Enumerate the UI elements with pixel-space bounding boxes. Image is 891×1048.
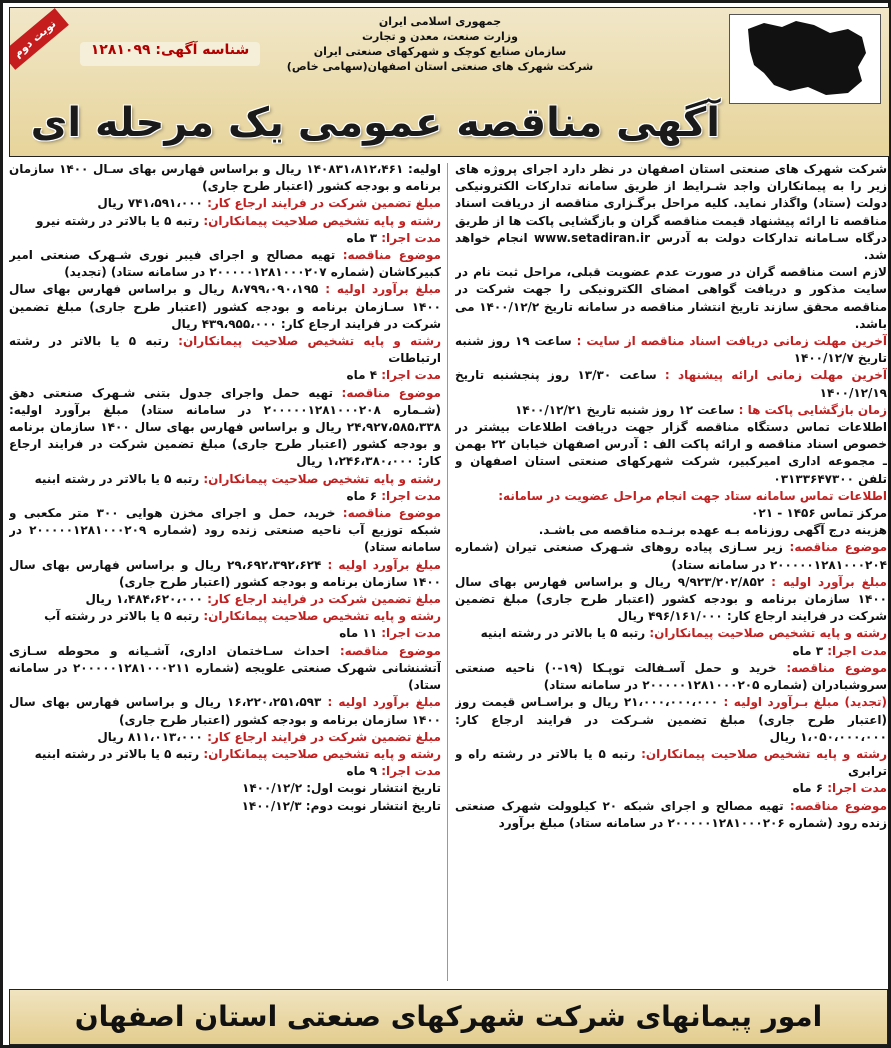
submission-deadline	[455, 367, 887, 401]
tender-3-subject-text: تهیه مصالح و اجرای شبکه ۲۰ کیلوولت شهرک صنعتی زنده رود (شماره ۲۰۰۰۰۰۱۲۸۱۰۰۰۲۰۶ در سامانه ستاد) مبلغ برآورد	[455, 798, 887, 830]
tender-7-duration-text: ۹ ماه	[346, 764, 378, 779]
tender-3-guarantee-label: مبلغ تضمین شرکت در فرایند ارجاع کار:	[207, 196, 441, 211]
tender-7-subject-text: احداث سـاختمان اداری، آشـیانه و محوطه سـازی آتشنشانی شهرک صنعتی علویجه (شماره ۲۰۰۰۰۰۱۲۸۱۰۰۰۲۱۱ در سامانه ستاد)	[9, 643, 441, 693]
tender-7-duration	[9, 763, 441, 780]
iran-map-logo	[729, 14, 881, 104]
tender-1-estimate-text: ۹/۹۲۳/۲۰۲/۸۵۲ ریال و براساس فهارس بهای سال ۱۴۰۰ سازمان برنامه و بودجه کشور (اعتبار طرح جاری) مبلغ تضمین شرکت در فرایند ارجاع کار: ۴۹۶/۱۶۱/۰۰۰ ریال	[455, 574, 887, 624]
tender-7-estimate-label: مبلغ برآورد اولیه :	[327, 695, 441, 710]
tender-3-grade	[9, 213, 441, 230]
right-column	[455, 161, 887, 983]
tender-1-grade	[455, 625, 887, 642]
tender-6-estimate-label: مبلغ برآورد اولیه :	[327, 557, 441, 572]
tender-1-subject	[455, 539, 887, 573]
download-deadline-label: آخرین مهلت زمانی دریافت اسناد مناقصه از سایت :	[576, 334, 887, 349]
tender-5-grade	[9, 471, 441, 488]
tender-4-duration-label: مدت اجرا:	[381, 368, 441, 383]
tender-1-duration	[455, 643, 887, 660]
tender-4-grade-text: رتبه ۵ یا بالاتر در رشته ارتباطات	[9, 334, 441, 366]
tender-6-grade-text: رتبه ۵ یا بالاتر در رشته آب	[44, 609, 200, 624]
tender-7-guarantee-label: مبلغ تضمین شرکت در فرایند ارجاع کار:	[207, 729, 441, 744]
tender-1-estimate	[455, 574, 887, 626]
tender-4-estimate	[9, 281, 441, 333]
tender-3-guarantee-text: ۷۴۱،۵۹۱،۰۰۰ ریال	[97, 196, 203, 211]
tender-1-duration-text: ۳ ماه	[792, 643, 824, 658]
tender-5-duration	[9, 488, 441, 505]
ministry-block	[260, 14, 620, 74]
tender-2-grade-label: رشته و پایه تشخیص صلاحیت پیمانکاران:	[641, 746, 887, 761]
tender-5-subject	[9, 385, 441, 471]
tender-6-subject-label: موضوع مناقصه:	[342, 506, 441, 521]
tender-7-grade-text: رتبه ۵ یا بالاتر در رشته ابنیه	[34, 746, 200, 761]
tender-6-guarantee-label: مبلغ تضمین شرکت در فرایند ارجاع کار:	[207, 592, 441, 607]
ministry-name: وزارت صنعت، معدن و تجارت	[362, 30, 518, 43]
tender-7-subject	[9, 643, 441, 695]
tender-6-subject	[9, 505, 441, 557]
tender-2-subject-text: خرید و حمل آسـفالت توپـکا (۱۹-۰) ناحیه صنعتی سروشبادران (شماره ۲۰۰۰۰۰۱۲۸۱۰۰۰۲۰۵ در سامانه ستاد)	[455, 660, 887, 693]
column-divider	[447, 163, 448, 981]
tender-4-estimate-label: مبلغ برآورد اولیه :	[325, 282, 441, 297]
tender-2-estimate-text: ۲۱،۰۰۰،۰۰۰،۰۰۰ ریال و براسـاس قیمت روز (اعتبار طرح جاری) مبلغ تضمین شـرکت در فرایند ارجاع کار: ۱،۰۵۰،۰۰۰،۰۰۰ ریال	[455, 695, 887, 744]
tender-2-duration-text: ۶ ماه	[792, 781, 824, 796]
tender-4-duration-text: ۴ ماه	[346, 368, 378, 383]
opening-time	[455, 402, 887, 419]
tender-7-grade	[9, 746, 441, 763]
ad-id: شناسه آگهی: ۱۲۸۱۰۹۹	[80, 42, 260, 66]
tender-2-estimate-label: (تجدید) مبلغ بـرآورد اولیه :	[723, 695, 887, 710]
tender-4-grade	[9, 333, 441, 367]
tender-6-estimate	[9, 557, 441, 591]
tender-2-grade-text: رتبه ۵ یا بالاتر در رشته راه و ترابری	[455, 746, 887, 779]
tender-2-subject-label: موضوع مناقصه:	[786, 660, 887, 675]
submission-deadline-value: ساعت ۱۳/۳۰ روز پنجشنبه تاریخ ۱۴۰۰/۱۲/۱۹	[455, 368, 887, 400]
tender-7-duration-label: مدت اجرا:	[381, 764, 441, 779]
download-deadline	[455, 333, 887, 367]
tender-7-estimate	[9, 694, 441, 728]
company-name: شرکت شهرک های صنعتی استان اصفهان(سهامی خاص)	[286, 60, 594, 73]
tender-2-subject	[455, 660, 887, 694]
tender-4-subject	[9, 247, 441, 281]
tender-2-duration	[455, 780, 887, 797]
tender-3-duration-label: مدت اجرا:	[381, 230, 441, 245]
tender-3-guarantee	[9, 195, 441, 212]
ad-title: آگهی مناقصه عمومی یک مرحله ای	[30, 100, 720, 146]
tender-1-grade-label: رشته و پایه تشخیص صلاحیت پیمانکاران:	[649, 626, 887, 641]
tender-7-guarantee	[9, 729, 441, 746]
tender-6-guarantee	[9, 591, 441, 608]
tender-3-duration	[9, 230, 441, 247]
tender-1-estimate-label: مبلغ برآورد اولیه :	[771, 574, 887, 589]
second-publication-ribbon: نوبت دوم	[9, 8, 69, 70]
tender-6-estimate-text: ۲۹،۶۹۲،۳۹۲،۶۲۴ ریال و براساس فهارس بهای سال ۱۴۰۰ سازمان برنامه و بودجه کشور (اعتبار طرح جاری)	[9, 557, 441, 589]
tender-4-subject-label: موضوع مناقصه:	[342, 248, 441, 263]
tender-2-duration-label: مدت اجرا:	[827, 781, 887, 796]
download-deadline-value: ساعت ۱۹ روز شنبه تاریخ ۱۴۰۰/۱۲/۷	[455, 334, 887, 366]
left-column	[9, 161, 441, 983]
tender-6-duration-text: ۱۱ ماه	[339, 626, 378, 641]
first-publication-date: تاریخ انتشار نوبت اول: ۱۴۰۰/۱۲/۲	[242, 781, 441, 796]
tender-5-grade-label: رشته و پایه تشخیص صلاحیت پیمانکاران:	[203, 471, 441, 486]
setad-contact-label: اطلاعات تماس سامانه ستاد جهت انجام مراحل عضویت در سامانه:	[498, 488, 887, 503]
country-name: جمهوری اسلامی ایران	[378, 15, 502, 28]
tender-4-subject-text: تهیه مصالح و اجرای فیبر نوری شـهرک صنعتی امیر کبیرکاشان (شماره ۲۰۰۰۰۰۱۲۸۱۰۰۰۲۰۷ در سامانه ستاد) (تجدید)	[9, 248, 441, 280]
setad-contact-value: مرکز تماس ۱۴۵۶ - ۰۲۱	[751, 506, 887, 521]
tender-3-subject	[455, 798, 887, 832]
second-publication-date: تاریخ انتشار نوبت دوم: ۱۴۰۰/۱۲/۳	[241, 798, 441, 813]
tender-6-subject-text: خرید، حمل و اجرای مخزن هوایی ۳۰۰ متر مکعبی و شبکه توزیع آب ناحیه صنعتی زنده رود (شماره ۲۰۰۰۰۰۱۲۸۱۰۰۰۲۰۹ در سامانه ستاد)	[9, 506, 441, 555]
tender-7-grade-label: رشته و پایه تشخیص صلاحیت پیمانکاران:	[203, 746, 441, 761]
tender-3-grade-text: رتبه ۵ یا بالاتر در رشته نیرو	[35, 213, 200, 228]
tender-7-subject-label: موضوع مناقصه:	[339, 643, 441, 658]
tender-2-grade	[455, 746, 887, 780]
tender-2-estimate	[455, 694, 887, 746]
tender-3-subject-label: موضوع مناقصه:	[789, 798, 887, 813]
tender-1-duration-label: مدت اجرا:	[827, 643, 887, 658]
tender-4-duration	[9, 367, 441, 384]
tender-3-estimate: اولیه: ۱۴۰۸۳۱،۸۱۲،۴۶۱ ریال و براساس فهارس بهای سـال ۱۴۰۰ سازمان برنامه و بودجه کشور (اعتبار طرح جاری)	[9, 162, 441, 194]
tender-6-duration	[9, 625, 441, 642]
organization-name: سازمان صنایع کوچک و شهرکهای صنعتی ایران	[313, 45, 567, 58]
tender-1-subject-label: موضوع مناقصه:	[789, 540, 887, 555]
ad-header	[9, 7, 890, 157]
tender-7-guarantee-text: ۸۱۱،۰۱۳،۰۰۰ ریال	[97, 729, 203, 744]
contact-info: اطلاعات تماس دستگاه مناقصه گزار جهت دریافت اطلاعات بیشتر در خصوص اسناد مناقصه و ارائه پاکت الف : آدرس اصفهان خیابان ۲۲ بهمن ـ مجموعه اداری امیرکبیر، شرکت شهرکهای صنعتی استان اصفهان و تلفن ۰۳۱۳۳۶۴۷۳۰۰	[455, 420, 887, 486]
tender-4-grade-label: رشته و پایه تشخیص صلاحیت پیمانکاران:	[178, 334, 441, 349]
tender-6-duration-label: مدت اجرا:	[381, 626, 441, 641]
tender-5-duration-text: ۶ ماه	[346, 488, 378, 503]
tender-5-subject-label: موضوع مناقصه:	[341, 385, 441, 400]
submission-deadline-label: آخرین مهلت زمانی ارائه پیشنهاد :	[664, 368, 887, 383]
ad-cost-note: هزینه درج آگهی روزنامه بـه عهده برنـده مناقصه می باشـد.	[538, 523, 887, 538]
tender-6-guarantee-text: ۱،۴۸۴،۶۲۰،۰۰۰ ریال	[85, 592, 203, 607]
tender-3-duration-text: ۳ ماه	[346, 230, 378, 245]
tender-4-estimate-text: ۸،۷۹۹،۰۹۰،۱۹۵ ریال و براساس فهارس بهای سال ۱۴۰۰ سـازمان برنامه و بودجه کشور (اعتبار طرح جاری) مبلغ تضمین شرکت در فرایند ارجاع کار: ۴۳۹،۹۵۵،۰۰۰ ریال	[9, 282, 441, 331]
tender-5-duration-label: مدت اجرا:	[381, 488, 441, 503]
tender-5-subject-text: تهیه حمل واجرای جدول بتنی شـهرک صنعتی دهق (شـماره ۲۰۰۰۰۰۱۲۸۱۰۰۰۲۰۸ در سامانه ستاد) مبلغ برآورد اولیه: ۲۴،۹۲۷،۵۸۵،۳۳۸ ریال و براساس فهارس بهای سال ۱۴۰۰ سازمان برنامه و بودجه کشور (اعتبار طرح جاری) مبلغ تضمین شرکت در فرایند ارجاع کار: ۱،۲۴۶،۳۸۰،۰۰۰ ریال	[9, 385, 441, 469]
tender-6-grade	[9, 608, 441, 625]
tender-1-grade-text: رتبه ۵ یا بالاتر در رشته ابنیه	[480, 626, 646, 641]
opening-time-label: زمان بازگشایی پاکت ها :	[738, 402, 887, 417]
tender-5-grade-text: رتبه ۵ یا بالاتر در رشته ابنیه	[34, 471, 200, 486]
opening-time-value: ساعت ۱۲ روز شنبه تاریخ ۱۴۰۰/۱۲/۲۱	[515, 402, 735, 417]
tender-7-estimate-text: ۱۶،۲۲۰،۲۵۱،۵۹۳ ریال و براساس فهارس بهای سال ۱۴۰۰ سازمان برنامه و بودجه کشور (اعتبار طرح جاری)	[9, 695, 441, 727]
tender-1-subject-text: زیر سـازی پیاده روهای شـهرک صنعتی تیران (شماره ۲۰۰۰۰۰۱۲۸۱۰۰۰۲۰۴ در سامانه ستاد)	[455, 540, 887, 572]
intro-paragraph: شرکت شهرک های صنعتی استان اصفهان در نظر دارد اجرای پروژه های زیر را به پیمانکاران واجد شـرایط از طریق سامانه تدارکات الکترونیکی دولت (ستاد) واگذار نماید. کلیه مراحل برگـزاری مناقصه از دریافت اسناد مناقصه تا ارائه پیشنهاد قیمت مناقصه گران و بازگشایی پاکت ها از طریق درگاه سـامانه تدارکات دولت به آدرس www.setadiran.ir انجام خواهد شد.	[455, 162, 887, 263]
tender-3-grade-label: رشته و پایه تشخیص صلاحیت پیمانکاران:	[203, 213, 441, 228]
registration-paragraph: لازم است مناقصه گران در صورت عدم عضویت قبلی، مراحل ثبت نام در سایت مذکور و دریافت گواهی امضای الکترونیکی را جهت شرکت در مناقصه محقق سازند تاریخ انتشار مناقصه در سامانه تاریخ ۱۴۰۰/۱۲/۲ می باشد.	[455, 265, 887, 331]
ad-footer: امور پیمانهای شرکت شهرکهای صنعتی استان اصفهان	[9, 989, 888, 1045]
tender-6-grade-label: رشته و پایه تشخیص صلاحیت پیمانکاران:	[203, 609, 441, 624]
